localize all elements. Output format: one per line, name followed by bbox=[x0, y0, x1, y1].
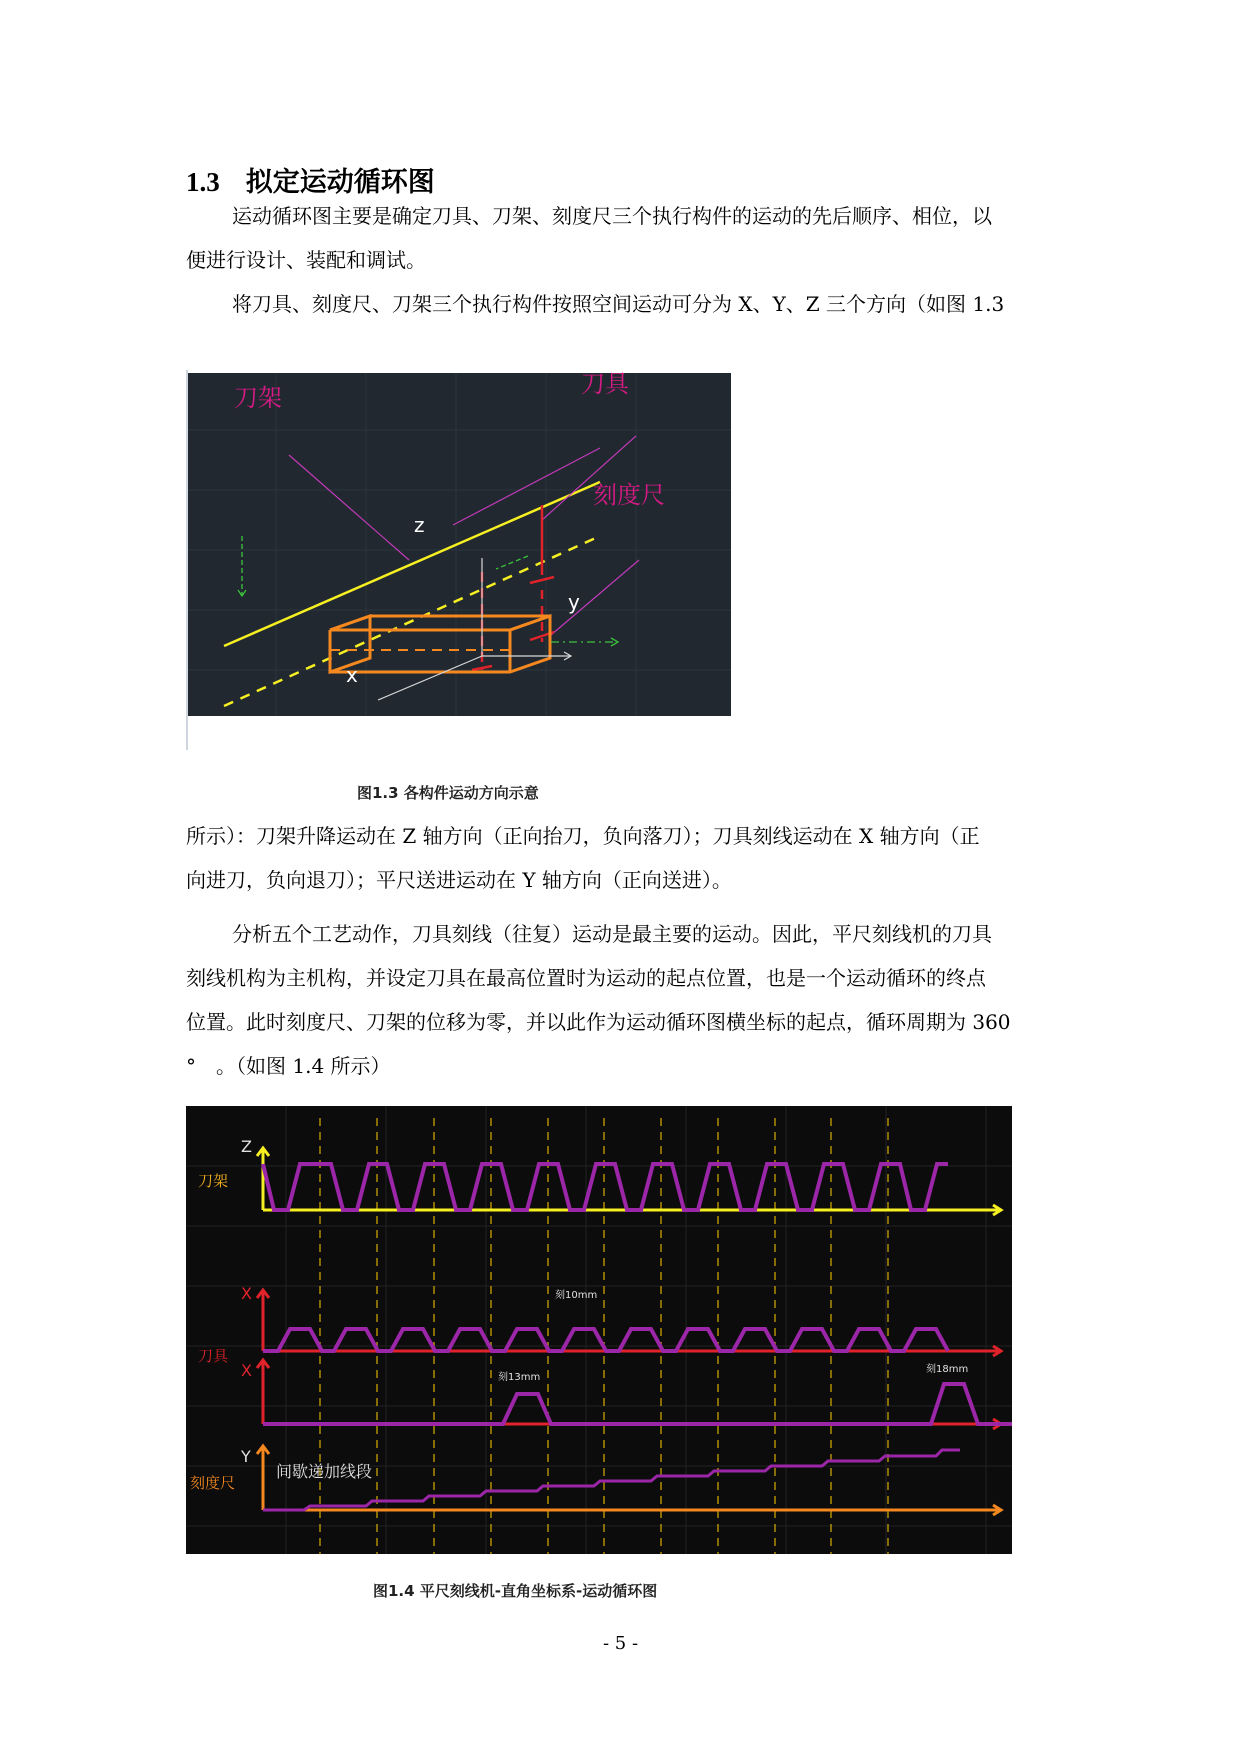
x-axis-label-2: X bbox=[241, 1361, 252, 1380]
figure-1-4-caption: 图1.4 平尺刻线机-直角坐标系-运动循环图 bbox=[373, 1582, 658, 1600]
x-axis-label: x bbox=[346, 663, 358, 687]
paragraph-line: 分析五个工艺动作，刀具刻线（往复）运动是最主要的运动。因此，平尺刻线机的刀具 bbox=[232, 922, 992, 946]
paragraph-line: 便进行设计、装配和调试。 bbox=[186, 248, 426, 272]
paragraph-line: 将刀具、刻度尺、刀架三个执行构件按照空间运动可分为 X、Y、Z 三个方向（如图 1.3 bbox=[232, 292, 1005, 316]
section-heading bbox=[186, 160, 435, 199]
intermittent-segment-label: 间歇递加线段 bbox=[276, 1462, 373, 1481]
z-axis-label: Z bbox=[241, 1137, 252, 1156]
y-axis-label: y bbox=[568, 590, 580, 614]
paragraph-line: 向进刀，负向退刀）；平尺送进运动在 Y 轴方向（正向送进）。 bbox=[186, 868, 732, 892]
x-axis-label-1: X bbox=[241, 1284, 252, 1303]
tool-label: 刀具 bbox=[581, 370, 629, 398]
z-axis-label: z bbox=[414, 513, 425, 537]
section-title: 拟定运动循环图 bbox=[245, 167, 435, 198]
paragraph-line: 刻线机构为主机构，并设定刀具在最高位置时为运动的起点位置，也是一个运动循环的终点 bbox=[186, 966, 986, 990]
figure-1-3-caption: 图1.3 各构件运动方向示意 bbox=[357, 784, 539, 802]
paragraph-line: ° 。（如图 1.4 所示） bbox=[186, 1054, 391, 1078]
section-number: 1.3 bbox=[186, 167, 220, 197]
scale-label: 刻度尺 bbox=[190, 1474, 236, 1492]
cut-13mm-label: 刻13mm bbox=[498, 1372, 541, 1383]
cut-18mm-label: 刻18mm bbox=[926, 1364, 969, 1375]
scale-label: 刻度尺 bbox=[593, 481, 665, 509]
tool-label: 刀具 bbox=[198, 1347, 229, 1365]
paragraph-line: 位置。此时刻度尺、刀架的位移为零，并以此作为运动循环图横坐标的起点，循环周期为 360 bbox=[186, 1010, 1011, 1034]
y-axis-label: Y bbox=[241, 1447, 251, 1466]
paragraph-line: 所示）：刀架升降运动在 Z 轴方向（正向抬刀，负向落刀）；刀具刻线运动在 X 轴方向（正 bbox=[186, 824, 980, 848]
cut-10mm-label: 刻10mm bbox=[555, 1290, 598, 1301]
figure-1-3 bbox=[186, 370, 731, 750]
page-number: - 5 - bbox=[602, 1633, 639, 1654]
carriage-label: 刀架 bbox=[198, 1172, 229, 1190]
figure-1-4 bbox=[186, 1106, 1012, 1554]
carriage-label: 刀架 bbox=[234, 384, 282, 412]
paragraph-line: 运动循环图主要是确定刀具、刀架、刻度尺三个执行构件的运动的先后顺序、相位，以 bbox=[232, 204, 992, 228]
